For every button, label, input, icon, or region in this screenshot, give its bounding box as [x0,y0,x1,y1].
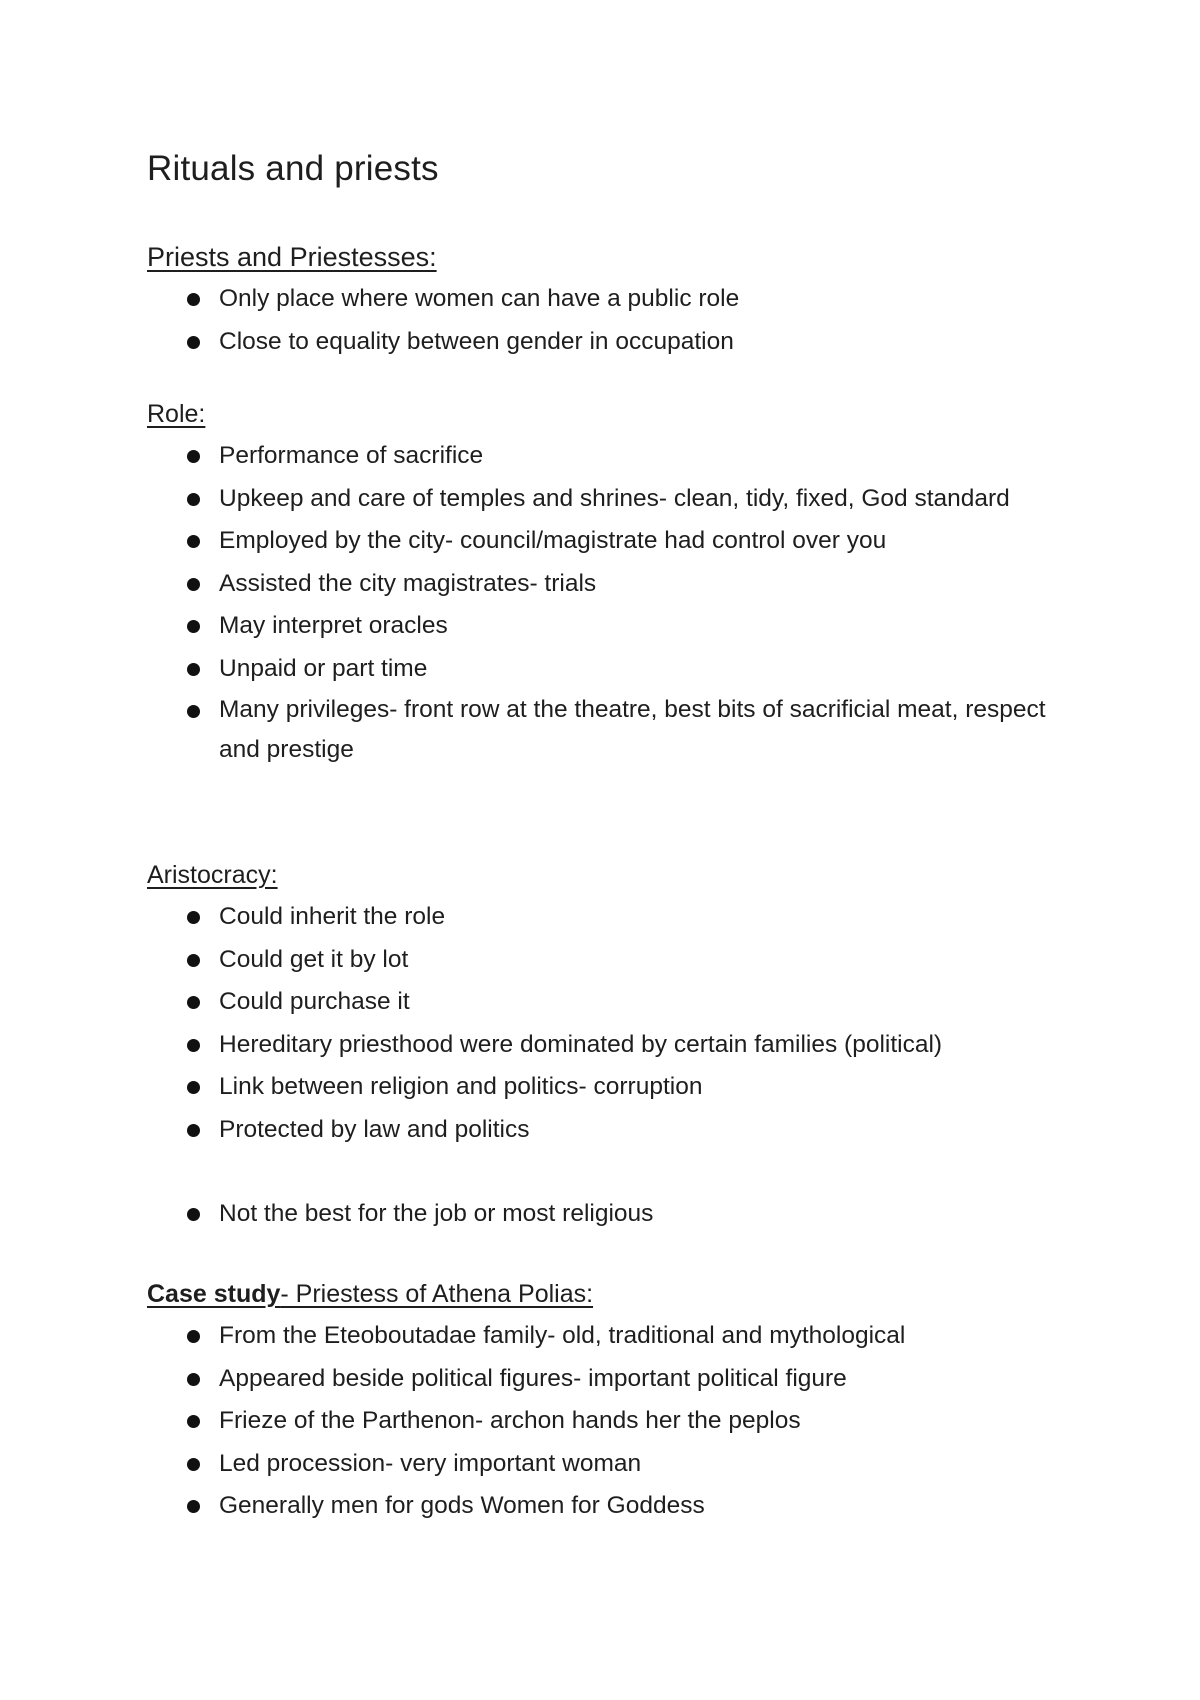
bullet-icon [187,996,200,1009]
bullet-icon [187,1458,200,1471]
list-item-text: Unpaid or part time [219,654,428,682]
bullet-list [147,896,1107,1236]
list-item-text: Could purchase it [219,988,410,1015]
list-item [147,563,1107,606]
bullet-icon [187,1330,200,1343]
list-item-text: Employed by the city- council/magistrate had control over you [219,527,887,554]
bullet-icon [187,1415,200,1428]
list-item-text: From the Eteoboutadae family- old, traditional and mythological [219,1322,906,1349]
page-title: Rituals and priests [147,149,439,188]
list-item [147,321,1107,364]
list-item-text: Hereditary priesthood were dominated by certain families (political) [219,1030,943,1058]
list-item-text: May interpret oracles [219,612,448,639]
list-item-text: Not the best for the job or most religious [219,1200,654,1227]
list-item [147,520,1107,563]
list-item-text: Close to equality between gender in occupation [219,327,734,355]
section-heading [147,240,1107,274]
bullet-icon [187,1208,200,1221]
bullet-icon [187,535,200,548]
bullet-icon [187,1373,200,1386]
list-item [147,435,1107,478]
bullet-icon [187,1124,200,1137]
list-item-text: Could inherit the role [219,903,446,930]
list-item [147,939,1107,982]
bullet-icon [187,1500,200,1513]
bullet-icon [187,911,200,924]
list-item [147,1358,1107,1401]
list-item-text: Performance of sacrifice [219,442,484,469]
list-item [147,981,1107,1024]
list-item [147,1443,1107,1486]
bullet-icon [187,450,200,463]
list-item [147,896,1107,939]
section-priests-and-priestesses [147,240,1107,363]
list-item-text: Generally men for gods Women for Goddess [219,1492,705,1519]
list-item [147,1109,1107,1152]
list-item-text: Frieze of the Parthenon- archon hands her the peplos [219,1407,801,1434]
list-item-text: Led procession- very important woman [219,1449,642,1477]
bullet-icon [187,705,200,718]
bullet-icon [187,578,200,591]
list-item-text: Protected by law and politics [219,1115,530,1143]
list-item-text: Many privileges- front row at the theatre, best bits of sacrificial meat, respect and prestige [219,696,1046,763]
section-heading [147,397,1107,431]
bullet-icon [187,620,200,633]
list-item-text: Only place where women can have a public role [219,285,740,312]
section-heading-text: Priests and Priestesses: [147,242,437,272]
list-item [147,690,1059,770]
bullet-icon [187,1039,200,1052]
bullet-list [147,435,1107,770]
list-item [147,1193,1107,1236]
section-case-study [147,1277,1107,1528]
list-item [147,478,1107,521]
bullet-icon [187,493,200,506]
bullet-icon [187,663,200,676]
section-heading-bold-text: Case study [147,1280,281,1308]
list-item [147,1024,1107,1067]
bullet-list [147,1315,1107,1528]
list-item [147,1315,1107,1358]
section-heading [147,1277,1107,1311]
list-item [147,1485,1107,1528]
list-item [147,1400,1107,1443]
list-item-text: Link between religion and politics- corruption [219,1073,703,1100]
list-item-text: Could get it by lot [219,945,409,973]
bullet-icon [187,1081,200,1094]
list-item-text: Assisted the city magistrates- trials [219,569,597,597]
list-item-text: Upkeep and care of temples and shrines- clean, tidy, fixed, God standard [219,484,1010,512]
list-item [147,648,1107,691]
bullet-icon [187,336,200,349]
list-item [147,1066,1107,1109]
bullet-icon [187,954,200,967]
list-item [147,605,1107,648]
bullet-list [147,278,1107,363]
section-heading-text: Role: [147,400,206,428]
section-heading-text: Aristocracy: [147,861,278,889]
list-item-text: Appeared beside political figures- important political figure [219,1364,847,1392]
section-role [147,397,1107,770]
list-item [147,278,1107,321]
section-heading-text: - Priestess of Athena Polias: [280,1280,594,1308]
bullet-icon [187,293,200,306]
section-aristocracy [147,858,1107,1236]
section-heading [147,858,1107,892]
